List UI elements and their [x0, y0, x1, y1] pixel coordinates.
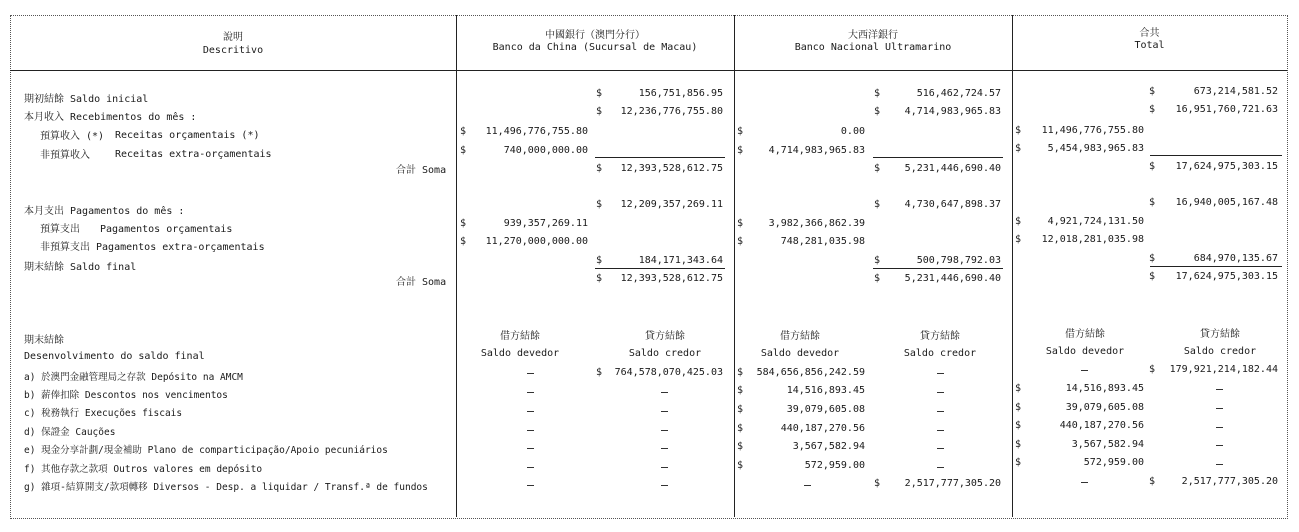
currency-sign: $ [1015, 143, 1022, 154]
currency-sign: $ [737, 385, 744, 396]
currency-sign: $ [737, 460, 744, 471]
subhead-cred-pt: Saldo credor [903, 348, 977, 359]
subhead-dev-zh: 借方結餘 [1065, 329, 1105, 340]
total-g-cred: 2,517,777,305.20 [1181, 476, 1278, 487]
header-desc-zh: 說明 [223, 32, 243, 43]
currency-sign: $ [874, 478, 881, 489]
total-soma-1: 17,624,975,303.15 [1175, 161, 1278, 172]
nil-dash [804, 485, 811, 486]
currency-sign: $ [460, 126, 467, 137]
total-pagamentos: 16,940,005,167.48 [1175, 197, 1278, 208]
currency-sign: $ [1149, 161, 1156, 172]
column-divider [734, 15, 735, 517]
header-bank2-zh: 大西洋銀行 [848, 30, 898, 41]
label-rec-orc-pt: Receitas orçamentais (*) [115, 130, 260, 141]
total-c-dev: 39,079,605.08 [1065, 402, 1144, 413]
subhead-dev-pt: Saldo devedor [760, 348, 840, 359]
currency-sign: $ [874, 255, 881, 266]
nil-dash [1216, 464, 1223, 465]
subhead-cred-pt: Saldo credor [1183, 346, 1257, 357]
bank1-soma-1: 12,393,528,612.75 [620, 163, 723, 174]
bank1-pagamentos: 12,209,357,269.11 [620, 199, 723, 210]
header-bank1-zh: 中國銀行（澳門分行） [545, 30, 645, 41]
currency-sign: $ [1015, 234, 1022, 245]
bank2-pag-orc: 3,982,366,862.39 [768, 218, 865, 229]
currency-sign: $ [596, 255, 603, 266]
header-bank2-pt: Banco Nacional Ultramarino [794, 42, 952, 53]
subhead-dev-zh: 借方結餘 [500, 331, 540, 342]
label-saldo-inicial: 期初結餘 Saldo inicial [24, 94, 149, 105]
bank1-rec-orc: 11,496,776,755.80 [485, 126, 588, 137]
subhead-cred-zh: 貸方結餘 [645, 331, 685, 342]
currency-sign: $ [1015, 216, 1022, 227]
nil-dash [937, 373, 944, 374]
bank2-e-dev: 3,567,582.94 [792, 441, 865, 452]
bank2-g-cred: 2,517,777,305.20 [904, 478, 1001, 489]
nil-dash [1216, 427, 1223, 428]
sum-line [873, 268, 1003, 269]
currency-sign: $ [1149, 364, 1156, 375]
bank1-soma-2: 12,393,528,612.75 [620, 273, 723, 284]
label-rec-extra-zh: 非預算收入 [40, 150, 90, 161]
currency-sign: $ [1149, 253, 1156, 264]
nil-dash [1081, 370, 1088, 371]
currency-sign: $ [596, 163, 603, 174]
bank2-saldo-inicial: 516,462,724.57 [916, 88, 1001, 99]
bank1-recebimentos: 12,236,776,755.80 [620, 106, 723, 117]
header-divider [10, 70, 1287, 71]
currency-sign: $ [596, 199, 603, 210]
currency-sign: $ [874, 273, 881, 284]
nil-dash [937, 448, 944, 449]
nil-dash [527, 485, 534, 486]
subhead-cred-pt: Saldo credor [628, 348, 702, 359]
sum-line [1150, 266, 1282, 267]
total-a-cred: 179,921,214,182.44 [1169, 364, 1278, 375]
bank2-rec-extra: 4,714,983,965.83 [768, 145, 865, 156]
currency-sign: $ [737, 126, 744, 137]
subhead-dev-zh: 借方結餘 [780, 331, 820, 342]
currency-sign: $ [460, 236, 467, 247]
total-recebimentos: 16,951,760,721.63 [1175, 104, 1278, 115]
currency-sign: $ [596, 106, 603, 117]
sum-line [873, 157, 1003, 158]
label-c: c) 稅務執行 Execuções fiscais [24, 408, 183, 419]
currency-sign: $ [1015, 420, 1022, 431]
currency-sign: $ [1015, 402, 1022, 413]
nil-dash [661, 467, 668, 468]
bank2-soma-2: 5,231,446,690.40 [904, 273, 1001, 284]
nil-dash [527, 392, 534, 393]
label-soma-1: 合計 Soma [396, 165, 447, 176]
currency-sign: $ [1149, 476, 1156, 487]
nil-dash [661, 430, 668, 431]
sum-line [595, 268, 725, 269]
currency-sign: $ [1015, 439, 1022, 450]
total-d-dev: 440,187,270.56 [1059, 420, 1144, 431]
bank1-saldo-final: 184,171,343.64 [638, 255, 723, 266]
currency-sign: $ [1149, 104, 1156, 115]
currency-sign: $ [596, 367, 603, 378]
subhead-cred-zh: 貸方結餘 [920, 331, 960, 342]
total-rec-extra: 5,454,983,965.83 [1047, 143, 1144, 154]
nil-dash [937, 392, 944, 393]
nil-dash [1081, 482, 1088, 483]
column-divider [1012, 15, 1013, 517]
label-soma-2: 合計 Soma [396, 277, 447, 288]
currency-sign: $ [596, 273, 603, 284]
currency-sign: $ [874, 88, 881, 99]
total-e-dev: 3,567,582.94 [1071, 439, 1144, 450]
sum-line [595, 157, 725, 158]
label-b: b) 薪俸扣除 Descontos nos vencimentos [24, 390, 228, 401]
bank2-saldo-final: 500,798,792.03 [916, 255, 1001, 266]
nil-dash [661, 448, 668, 449]
bank1-rec-extra: 740,000,000.00 [503, 145, 588, 156]
currency-sign: $ [874, 106, 881, 117]
bank2-a-dev: 584,656,856,242.59 [756, 367, 865, 378]
total-b-dev: 14,516,893.45 [1065, 383, 1144, 394]
label-final-zh: 期末結餘 [24, 335, 64, 346]
bank2-c-dev: 39,079,605.08 [786, 404, 865, 415]
bank2-d-dev: 440,187,270.56 [780, 423, 865, 434]
bank2-f-dev: 572,959.00 [804, 460, 865, 471]
bank2-soma-1: 5,231,446,690.40 [904, 163, 1001, 174]
sum-line [1150, 155, 1282, 156]
bank2-recebimentos: 4,714,983,965.83 [904, 106, 1001, 117]
total-rec-orc: 11,496,776,755.80 [1041, 125, 1144, 136]
subhead-cred-zh: 貸方結餘 [1200, 329, 1240, 340]
nil-dash [937, 430, 944, 431]
nil-dash [1216, 445, 1223, 446]
label-final-pt: Desenvolvimento do saldo final [24, 351, 205, 362]
nil-dash [527, 448, 534, 449]
currency-sign: $ [460, 218, 467, 229]
currency-sign: $ [1149, 197, 1156, 208]
label-pagamentos: 本月支出 Pagamentos do mês : [24, 206, 185, 217]
label-f: f) 其他存款之款項 Outros valores em depósito [24, 464, 263, 475]
nil-dash [527, 411, 534, 412]
currency-sign: $ [737, 367, 744, 378]
total-saldo-inicial: 673,214,581.52 [1193, 86, 1278, 97]
header-bank1-pt: Banco da China (Sucursal de Macau) [492, 42, 698, 53]
nil-dash [937, 467, 944, 468]
subhead-dev-pt: Saldo devedor [480, 348, 560, 359]
bank2-b-dev: 14,516,893.45 [786, 385, 865, 396]
currency-sign: $ [1015, 383, 1022, 394]
currency-sign: $ [737, 423, 744, 434]
currency-sign: $ [1149, 271, 1156, 282]
currency-sign: $ [737, 441, 744, 452]
currency-sign: $ [737, 218, 744, 229]
currency-sign: $ [737, 404, 744, 415]
currency-sign: $ [874, 163, 881, 174]
total-f-dev: 572,959.00 [1083, 457, 1144, 468]
label-saldo-final: 期末結餘 Saldo final [24, 262, 137, 273]
subhead-dev-pt: Saldo devedor [1045, 346, 1125, 357]
header-total-zh: 合共 [1139, 28, 1160, 39]
header-desc-pt: Descritivo [202, 45, 264, 56]
currency-sign: $ [460, 145, 467, 156]
total-pag-orc: 4,921,724,131.50 [1047, 216, 1144, 227]
label-rec-extra-pt: Receitas extra-orçamentais [115, 149, 272, 160]
label-a: a) 於澳門金融管理局之存款 Depósito na AMCM [24, 372, 243, 383]
label-e: e) 現金分享計劃/現金補助 Plano de comparticipação/Apoio pecuniários [24, 445, 388, 456]
nil-dash [1216, 389, 1223, 390]
bank1-a-cred: 764,578,070,425.03 [614, 367, 723, 378]
nil-dash [661, 411, 668, 412]
nil-dash [661, 392, 668, 393]
column-divider [456, 15, 457, 517]
label-pag-orc-pt: Pagamentos orçamentais [100, 224, 233, 235]
bank2-pag-extra: 748,281,035.98 [780, 236, 865, 247]
currency-sign: $ [596, 88, 603, 99]
nil-dash [527, 430, 534, 431]
currency-sign: $ [1015, 125, 1022, 136]
label-g: g) 雜項-結算開支/款項轉移 Diversos - Desp. a liquidar / Transf.ª de fundos [24, 482, 428, 493]
bank1-saldo-inicial: 156,751,856.95 [638, 88, 723, 99]
bank1-pag-orc: 939,357,269.11 [503, 218, 588, 229]
currency-sign: $ [737, 236, 744, 247]
total-soma-2: 17,624,975,303.15 [1175, 271, 1278, 282]
currency-sign: $ [737, 145, 744, 156]
currency-sign: $ [874, 199, 881, 210]
bank1-pag-extra: 11,270,000,000.00 [485, 236, 588, 247]
header-total-pt: Total [1134, 40, 1165, 51]
label-pag-extra: 非預算支出 Pagamentos extra-orçamentais [40, 242, 265, 253]
label-recebimentos: 本月收入 Recebimentos do mês : [24, 112, 197, 123]
total-pag-extra: 12,018,281,035.98 [1041, 234, 1144, 245]
nil-dash [661, 485, 668, 486]
nil-dash [937, 411, 944, 412]
nil-dash [527, 373, 534, 374]
nil-dash [1216, 408, 1223, 409]
currency-sign: $ [1149, 86, 1156, 97]
bank2-rec-orc: 0.00 [840, 126, 865, 137]
label-pag-orc-zh: 預算支出 [40, 224, 80, 235]
total-saldo-final: 684,970,135.67 [1193, 253, 1278, 264]
currency-sign: $ [1015, 457, 1022, 468]
bank2-pagamentos: 4,730,647,898.37 [904, 199, 1001, 210]
nil-dash [527, 467, 534, 468]
label-rec-orc-zh: 預算收入 (*) [40, 131, 105, 142]
label-d: d) 保證金 Cauções [24, 427, 116, 438]
